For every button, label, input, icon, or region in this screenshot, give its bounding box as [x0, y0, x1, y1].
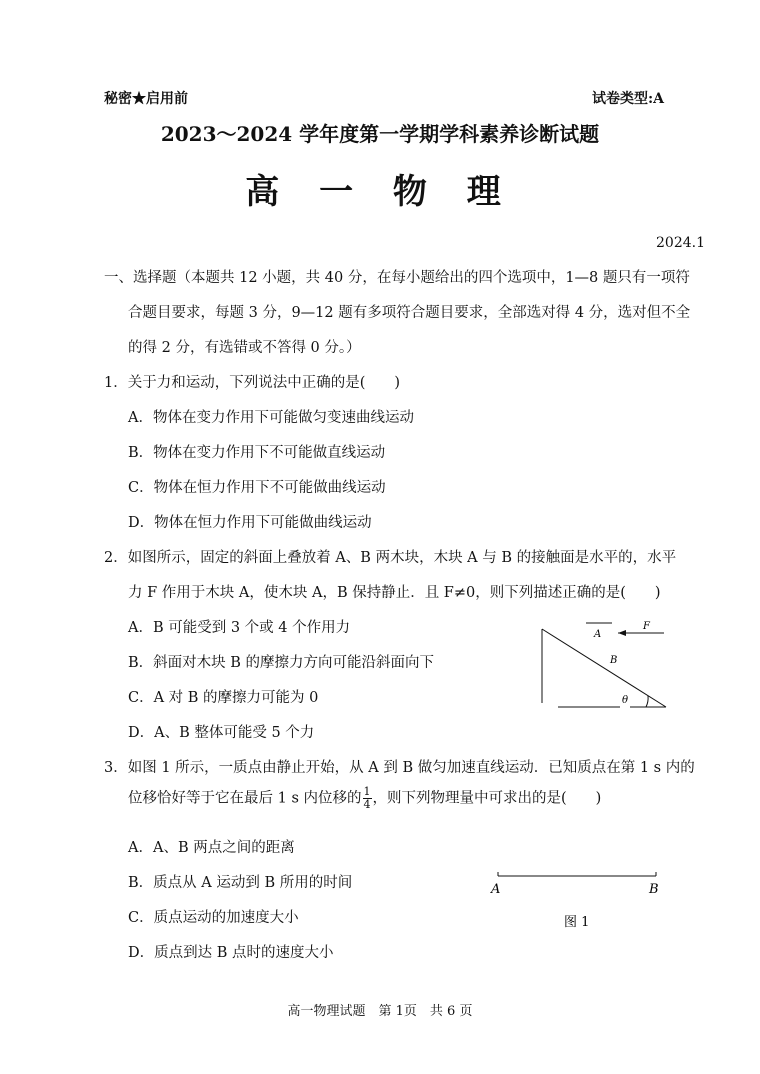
exam-subtitle: 2023～2024 学年度第一学期学科素养诊断试题 — [160, 122, 600, 146]
question-3-stem-line-2 — [128, 786, 601, 811]
page-footer: 高一物理试题 第 1页 共 6 页 — [287, 1004, 473, 1019]
question-3-stem-post: ，则下列物理量中可求出的是( ) — [372, 790, 602, 807]
section-instructions-line-2: 合题目要求，每题 3 分，9—12 题有多项符合题目要求，全部选对得 4 分，选对但不全 — [128, 305, 691, 321]
question-2-stem-line-1: 2．如图所示，固定的斜面上叠放着 A、B 两木块，木块 A 与 B 的接触面是水平的，水平 — [104, 550, 677, 566]
question-3-option-d: D．质点到达 B 点时的速度大小 — [128, 945, 334, 961]
point-a-label: A — [491, 882, 501, 897]
question-2-option-d: D．A、B 整体可能受 5 个力 — [128, 725, 315, 741]
fraction-denominator: 4 — [363, 798, 371, 811]
fraction-one-quarter — [363, 786, 372, 811]
question-2-option-c: C．A 对 B 的摩擦力可能为 0 — [128, 690, 319, 706]
segment-ab-figure — [488, 868, 668, 938]
section-instructions-line-3: 的得 2 分，有选错或不答得 0 分。） — [128, 340, 361, 356]
force-f-arrowhead — [618, 630, 626, 636]
force-f-label: F — [643, 621, 650, 632]
question-2-stem-line-2: 力 F 作用于木块 A，使木块 A，B 保持静止．且 F≠0，则下列描述正确的是( ) — [128, 585, 661, 601]
section-instructions-line-1: 一、选择题（本题共 12 小题，共 40 分，在每小题给出的四个选项中，1—8 题只有一项符 — [104, 270, 690, 286]
question-1-option-d: D．物体在恒力作用下可能做曲线运动 — [128, 515, 372, 531]
paper-type-label: 试卷类型:A — [592, 91, 665, 107]
figure-1-caption: 图 1 — [564, 915, 590, 930]
question-1-option-a: A．物体在变力作用下可能做匀变速曲线运动 — [128, 410, 414, 426]
question-3-option-b: B．质点从 A 运动到 B 所用的时间 — [128, 875, 353, 891]
incline-figure — [530, 615, 675, 715]
question-2-option-b: B．斜面对木块 B 的摩擦力方向可能沿斜面向下 — [128, 655, 435, 671]
confidential-label: 秘密★启用前 — [104, 91, 188, 107]
theta-label: θ — [622, 695, 629, 706]
fraction-numerator: 1 — [363, 785, 371, 798]
theta-arc — [646, 696, 648, 707]
question-3-option-c: C．质点运动的加速度大小 — [128, 910, 299, 926]
question-1-option-c: C．物体在恒力作用下不可能做曲线运动 — [128, 480, 386, 496]
question-3-option-a: A．A、B 两点之间的距离 — [128, 840, 295, 856]
question-3-stem-line-1: 3．如图 1 所示，一质点由静止开始，从 A 到 B 做匀加速直线运动．已知质点在第 1 s 内的 — [104, 760, 695, 776]
question-2-option-a: A．B 可能受到 3 个或 4 个作用力 — [128, 620, 351, 636]
question-1-option-b: B．物体在变力作用下不可能做直线运动 — [128, 445, 386, 461]
point-b-label: B — [649, 882, 659, 897]
block-a-label: A — [594, 629, 602, 640]
exam-date: 2024.1 — [656, 235, 705, 251]
question-1-stem: 1．关于力和运动，下列说法中正确的是( ) — [104, 375, 401, 391]
incline-slope — [542, 629, 666, 707]
question-3-stem-pre: 位移恰好等于它在最后 1 s 内位移的 — [128, 790, 362, 807]
exam-title: 高 一 物 理 — [245, 172, 515, 212]
block-b-label: B — [610, 655, 618, 666]
